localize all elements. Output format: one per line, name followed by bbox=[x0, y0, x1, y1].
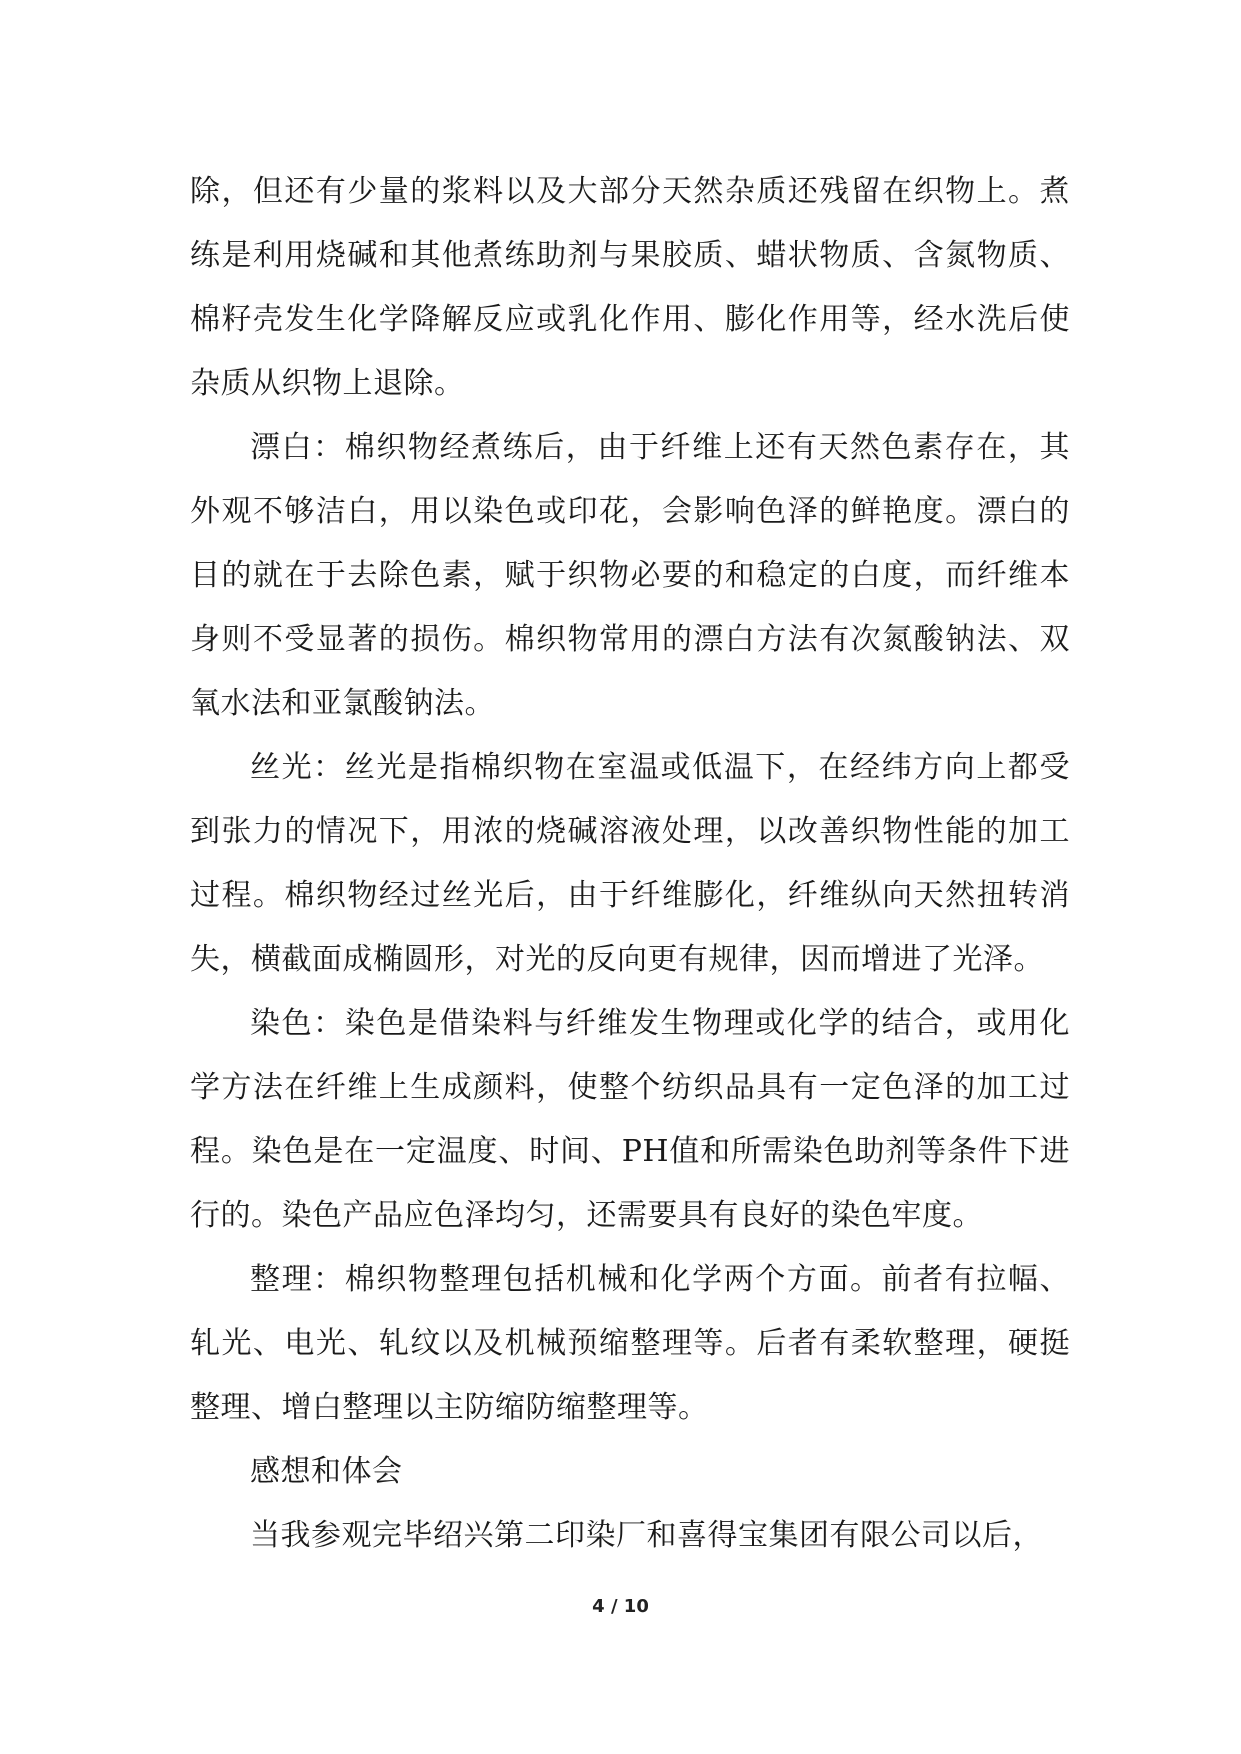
paragraph-dyeing: 染色：染色是借染料与纤维发生物理或化学的结合，或用化学方法在纤维上生成颜料，使整个纺织品具有一定色泽的加工过程。染色是在一定温度、时间、PH值和所需染色助剂等条件下进行的。染色产品应色泽均匀，还需要具有良好的染色牢度。 bbox=[190, 1006, 1070, 1233]
paragraph-mercerizing: 丝光：丝光是指棉织物在室温或低温下，在经纬方向上都受到张力的情况下，用浓的烧碱溶液处理，以改善织物性能的加工过程。棉织物经过丝光后，由于纤维膨化，纤维纵向天然扭转消失，横截面成椭圆形，对光的反向更有规律，因而增进了光泽。 bbox=[190, 750, 1070, 977]
paragraph-scouring: 除，但还有少量的浆料以及大部分天然杂质还残留在织物上。煮练是利用烧碱和其他煮练助剂与果胶质、蜡状物质、含氮物质、棉籽壳发生化学降解反应或乳化作用、膨化作用等，经水洗后使杂质从织物上退除。 bbox=[190, 174, 1070, 401]
section-heading-reflections: 感想和体会 bbox=[250, 1454, 403, 1489]
paragraph-finishing: 整理：棉织物整理包括机械和化学两个方面。前者有拉幅、轧光、电光、轧纹以及机械预缩整理等。后者有柔软整理，硬挺整理、增白整理以主防缩防缩整理等。 bbox=[190, 1262, 1070, 1425]
page-body bbox=[190, 160, 1070, 1568]
page-number: 4 / 10 bbox=[592, 1596, 649, 1617]
paragraph-reflections: 当我参观完毕绍兴第二印染厂和喜得宝集团有限公司以后， bbox=[250, 1518, 1043, 1553]
paragraph-bleaching: 漂白：棉织物经煮练后，由于纤维上还有天然色素存在，其外观不够洁白，用以染色或印花，会影响色泽的鲜艳度。漂白的目的就在于去除色素，赋于织物必要的和稳定的白度，而纤维本身则不受显著的损伤。棉织物常用的漂白方法有次氮酸钠法、双氧水法和亚氯酸钠法。 bbox=[190, 430, 1070, 721]
